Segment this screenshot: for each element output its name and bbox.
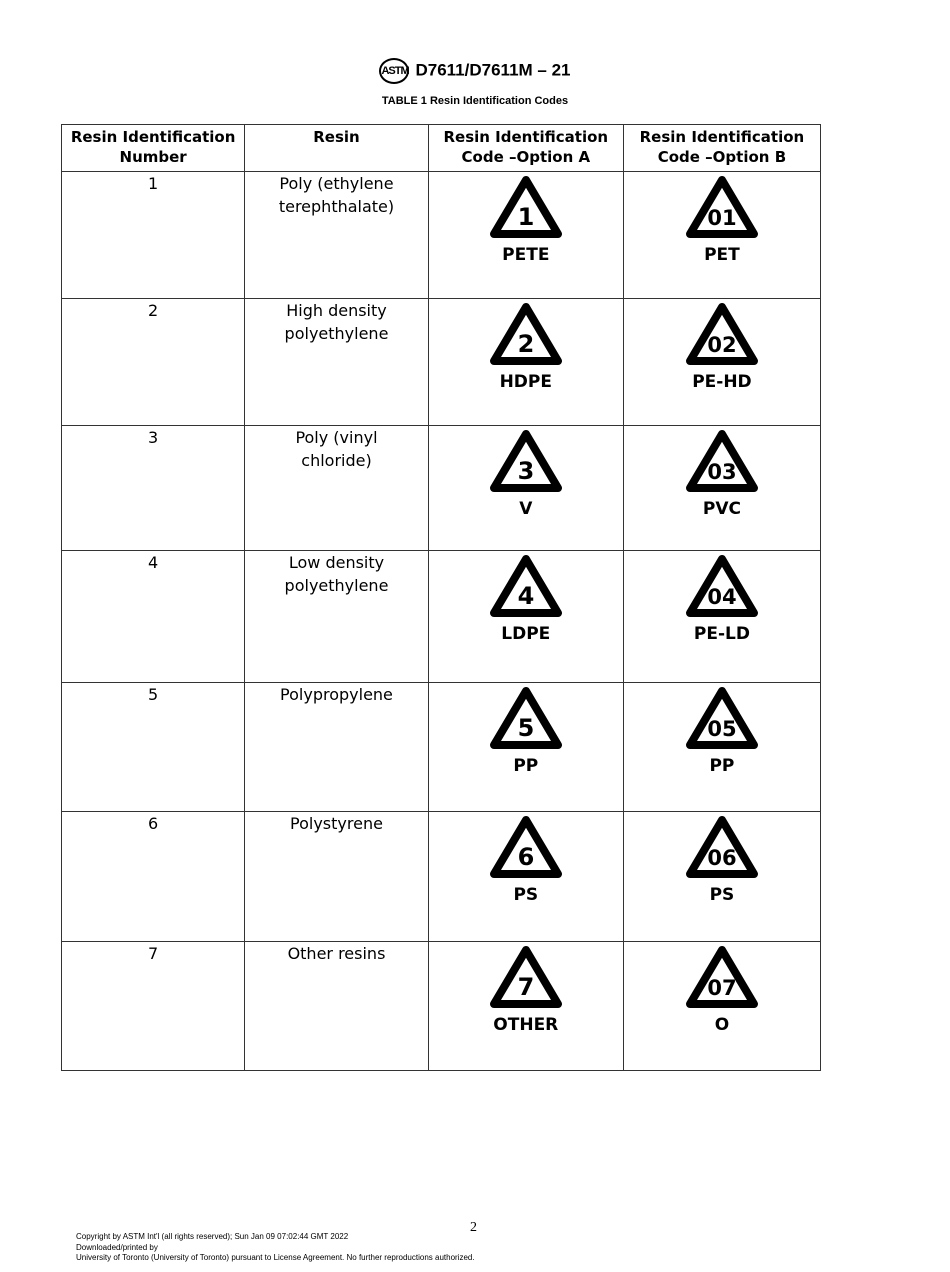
table-row: [62, 812, 821, 942]
table-title: TABLE 1 Resin Identification Codes: [381, 95, 569, 107]
code-number: 3: [517, 457, 535, 485]
recycling-triangle-icon: [684, 553, 760, 621]
recycling-triangle-icon: [488, 428, 564, 496]
recycling-triangle-icon: [488, 944, 564, 1012]
table-row: [62, 299, 821, 426]
resin-number: 1: [62, 172, 245, 299]
resin-code-table: [61, 124, 821, 1071]
code-label: OTHER: [493, 1015, 559, 1035]
code-option-a: [428, 942, 623, 1071]
col-header-number: Resin Identification Number: [62, 125, 245, 172]
code-number: 1: [517, 203, 535, 231]
code-label: PE-HD: [692, 372, 752, 392]
code-option-b: [623, 299, 820, 426]
astm-logo: ASTM: [379, 58, 409, 84]
code-option-b: [623, 683, 820, 812]
recycling-triangle-icon: [684, 428, 760, 496]
table-row: [62, 551, 821, 683]
code-option-b: [623, 812, 820, 942]
table-row: [62, 426, 821, 551]
col-header-option-b: Resin Identification Code –Option B: [623, 125, 820, 172]
code-option-a: [428, 551, 623, 683]
code-label: LDPE: [501, 624, 551, 644]
resin-name: Polystyrene: [245, 812, 428, 942]
code-label: V: [519, 499, 533, 519]
code-label: PP: [709, 756, 735, 776]
code-option-b: [623, 551, 820, 683]
footer-line: Copyright by ASTM Int'l (all rights reserved); Sun Jan 09 07:02:44 GMT 2022: [76, 1232, 349, 1241]
code-number: 2: [517, 330, 535, 358]
code-number: 07: [707, 976, 737, 1000]
page-number: 2: [470, 1220, 477, 1235]
resin-name: Polypropylene: [245, 683, 428, 812]
code-number: 01: [707, 206, 737, 230]
code-label: PVC: [702, 499, 741, 519]
table-row: [62, 942, 821, 1071]
code-label: PS: [513, 885, 539, 905]
code-number: 03: [707, 460, 737, 484]
recycling-triangle-icon: [488, 553, 564, 621]
recycling-triangle-icon: [684, 814, 760, 882]
resin-number: 4: [62, 551, 245, 683]
footer-line: University of Toronto (University of Toronto) pursuant to License Agreement. No further reproductions authorized.: [76, 1253, 475, 1262]
code-number: 04: [707, 585, 737, 609]
designation: D7611/D7611M – 21: [415, 60, 571, 80]
code-option-b: [623, 942, 820, 1071]
col-header-resin: Resin: [245, 125, 428, 172]
resin-number: 6: [62, 812, 245, 942]
code-label: PETE: [502, 245, 550, 265]
resin-name: Other resins: [245, 942, 428, 1071]
code-label: PP: [513, 756, 539, 776]
table-header-row: [62, 125, 821, 172]
resin-number: 7: [62, 942, 245, 1071]
recycling-triangle-icon: [684, 301, 760, 369]
table-row: [62, 683, 821, 812]
resin-number: 5: [62, 683, 245, 812]
resin-name: High density polyethylene: [245, 299, 428, 426]
code-number: 02: [707, 333, 737, 357]
code-option-b: [623, 172, 820, 299]
recycling-triangle-icon: [488, 174, 564, 242]
resin-number: 3: [62, 426, 245, 551]
recycling-triangle-icon: [488, 814, 564, 882]
code-option-a: [428, 299, 623, 426]
code-number: 4: [517, 582, 535, 610]
code-option-a: [428, 683, 623, 812]
resin-name: Low density polyethylene: [245, 551, 428, 683]
code-label: PS: [709, 885, 735, 905]
document-header: [0, 58, 950, 84]
footer-line: Downloaded/printed by: [76, 1242, 158, 1252]
code-option-b: [623, 426, 820, 551]
code-number: 7: [517, 973, 535, 1001]
resin-name: Poly (vinyl chloride): [245, 426, 428, 551]
resin-name: Poly (ethylene terephthalate): [245, 172, 428, 299]
code-label: HDPE: [499, 372, 552, 392]
code-number: 5: [517, 714, 535, 742]
code-number: 06: [707, 846, 737, 870]
col-header-option-a: Resin Identification Code –Option A: [428, 125, 623, 172]
table-row: [62, 172, 821, 299]
copyright-footer: [76, 1232, 475, 1264]
code-label: PE-LD: [693, 624, 750, 644]
recycling-triangle-icon: [684, 174, 760, 242]
recycling-triangle-icon: [488, 685, 564, 753]
recycling-triangle-icon: [684, 944, 760, 1012]
code-number: 6: [517, 843, 535, 871]
code-number: 05: [707, 717, 737, 741]
code-label: PET: [704, 245, 740, 265]
code-option-a: [428, 812, 623, 942]
code-label: O: [714, 1015, 730, 1035]
recycling-triangle-icon: [684, 685, 760, 753]
code-option-a: [428, 426, 623, 551]
resin-number: 2: [62, 299, 245, 426]
code-option-a: [428, 172, 623, 299]
recycling-triangle-icon: [488, 301, 564, 369]
